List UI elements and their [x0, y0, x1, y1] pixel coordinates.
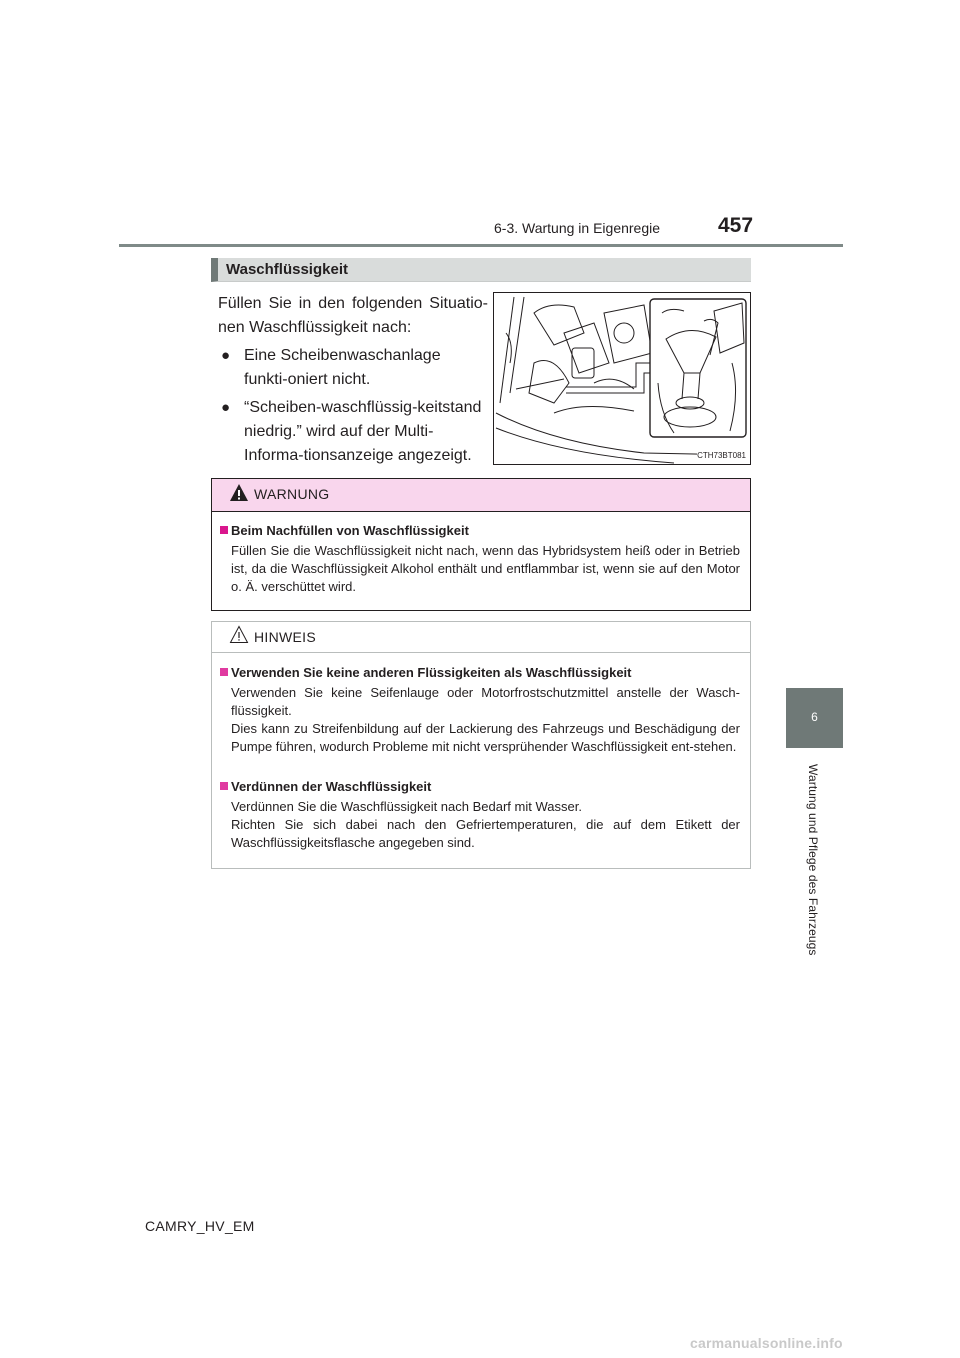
running-header-section: 6-3. Wartung in Eigenregie: [494, 220, 661, 236]
chapter-number: 6: [811, 710, 818, 724]
model-code: CAMRY_HV_EM: [145, 1218, 255, 1234]
notice-item-title: [220, 664, 740, 682]
watermark: carmanualsonline.info: [690, 1335, 843, 1351]
bullet-item: [218, 396, 488, 468]
washer-fluid-refill-drawing: [494, 293, 750, 464]
warning-item-body: Füllen Sie die Waschflüssigkeit nicht nach, wenn das Hybridsystem heiß oder in Betrieb ist, da die Waschflüssigkeit Alkohol enthält und entflammbar ist, wenn sie auf den Motor o. Ä. verschüttet wird.: [231, 543, 740, 594]
notice-item-paragraph: Verwenden Sie keine Seifenlauge oder Motorfrostschutzmittel anstelle der Wasch-flüssigkeit.: [231, 685, 740, 718]
bullet-dot-icon: ●: [221, 347, 231, 364]
chapter-tab: [786, 688, 843, 748]
warning-item: [220, 522, 740, 596]
notice-title: HINWEIS: [254, 629, 316, 645]
chapter-label: Wartung und Pflege des Fahrzeugs: [806, 764, 820, 956]
notice-item-paragraph: Verdünnen Sie die Waschflüssigkeit nach Bedarf mit Wasser.: [231, 799, 582, 814]
notice-item-body: [220, 684, 740, 756]
figure-code: CTH73BT081: [697, 451, 746, 460]
engine-bay-illustration: [493, 292, 751, 465]
warning-box: [211, 478, 751, 611]
notice-item-body: [220, 798, 740, 852]
warning-item-title-text: Beim Nachfüllen von Waschflüssigkeit: [231, 523, 469, 538]
section-heading: [211, 258, 751, 282]
page-number: 457: [718, 214, 754, 237]
section-heading-text: Waschflüssigkeit: [226, 261, 348, 278]
magenta-square-icon: [220, 782, 228, 790]
notice-header: [212, 622, 750, 653]
warning-triangle-icon: [229, 483, 249, 502]
notice-item-title-text: Verdünnen der Waschflüssigkeit: [231, 779, 432, 794]
magenta-square-icon: [220, 526, 228, 534]
intro-text: [218, 292, 488, 468]
notice-item-paragraph: Richten Sie sich dabei nach den Gefriertemperaturen, die auf dem Etikett der Waschflüssigkeitsflasche angegeben sind.: [231, 817, 740, 850]
header-rule: [119, 244, 843, 247]
bullet-dot-icon: ●: [221, 399, 231, 416]
notice-item-paragraph: Dies kann zu Streifenbildung auf der Lackierung des Fahrzeugs und Beschädigung der Pumpe führen, wodurch Probleme mit nicht versprühender Waschflüssigkeit ent-stehen.: [231, 721, 740, 754]
bullet-text: Eine Scheibenwaschanlage funkti-oniert nicht.: [244, 347, 441, 388]
notice-box: [211, 621, 751, 869]
notice-item: [220, 664, 740, 756]
caution-triangle-icon: [229, 625, 249, 644]
warning-item-title: [220, 522, 740, 540]
warning-title: WARNUNG: [254, 486, 330, 502]
magenta-square-icon: [220, 668, 228, 676]
notice-item-title-text: Verwenden Sie keine anderen Flüssigkeiten als Waschflüssigkeit: [231, 665, 632, 680]
notice-item-title: [220, 778, 740, 796]
warning-header: [212, 479, 750, 512]
intro-paragraph: Füllen Sie in den folgenden Situatio-nen Waschflüssigkeit nach:: [218, 295, 488, 336]
notice-item: [220, 778, 740, 852]
bullet-item: [218, 344, 488, 392]
bullet-text: “Scheiben-waschflüssig-keitstand niedrig.” wird auf der Multi-Informa-tionsanzeige angezeigt.: [244, 399, 482, 464]
